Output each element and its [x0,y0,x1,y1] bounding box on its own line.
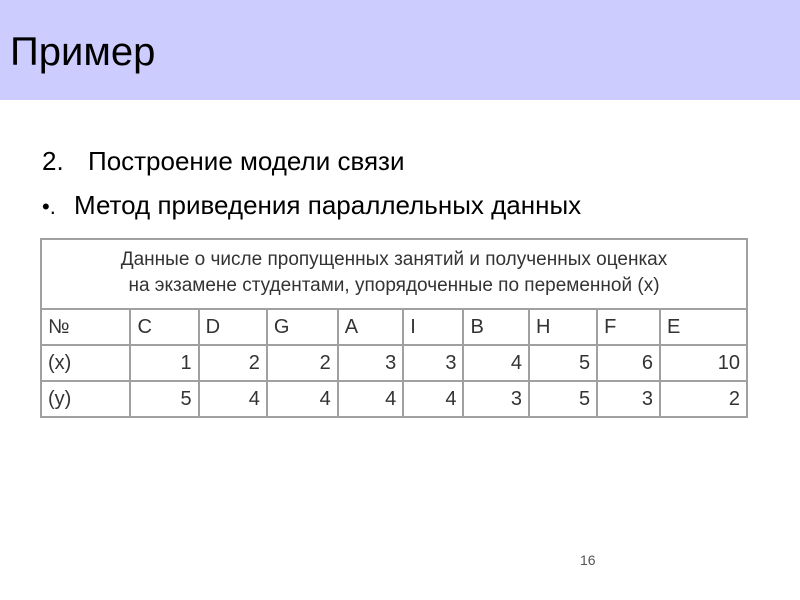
header-cell: E [660,309,747,345]
header-cell: G [267,309,338,345]
table-cell: 6 [597,345,660,381]
row-label: (x) [41,345,130,381]
table-cell: 10 [660,345,747,381]
header-cell: A [338,309,404,345]
table-header-row [41,309,747,345]
bullet-icon: •. [42,194,56,219]
table-cell: 5 [529,345,597,381]
table-cell: 5 [130,381,198,417]
page-number: 16 [580,552,596,568]
title-bar [0,0,800,100]
table-caption-row [41,239,747,309]
table-cell: 4 [403,381,463,417]
item-text: Построение модели связи [88,146,405,176]
table-cell: 5 [529,381,597,417]
table-cell: 4 [199,381,267,417]
table-cell: 2 [267,345,338,381]
table-cell: 2 [660,381,747,417]
header-cell: B [463,309,529,345]
table-cell: 1 [130,345,198,381]
header-cell: № [41,309,130,345]
bullet-text: Метод приведения параллельных данных [74,190,582,220]
table-caption [41,239,747,309]
table-cell: 4 [267,381,338,417]
data-table [40,238,748,418]
numbered-item [42,145,405,177]
bullet-item [42,189,581,223]
table-cell: 4 [463,345,529,381]
header-cell: F [597,309,660,345]
header-cell: C [130,309,198,345]
header-cell: H [529,309,597,345]
table-caption-line-1: Данные о числе пропущенных занятий и полученных оценках [120,249,668,270]
row-label: (y) [41,381,130,417]
table-cell: 2 [199,345,267,381]
slide-title: Пример [10,30,156,74]
header-cell: D [199,309,267,345]
table-cell: 3 [597,381,660,417]
table-cell: 3 [463,381,529,417]
table-cell: 3 [338,345,404,381]
table-row-x [41,345,747,381]
table-cell: 4 [338,381,404,417]
item-number: 2. [42,146,64,176]
table-row-y [41,381,747,417]
table-cell: 3 [403,345,463,381]
table-caption-line-2: на экзамене студентами, упорядоченные по переменной (x) [128,275,660,296]
header-cell: I [403,309,463,345]
